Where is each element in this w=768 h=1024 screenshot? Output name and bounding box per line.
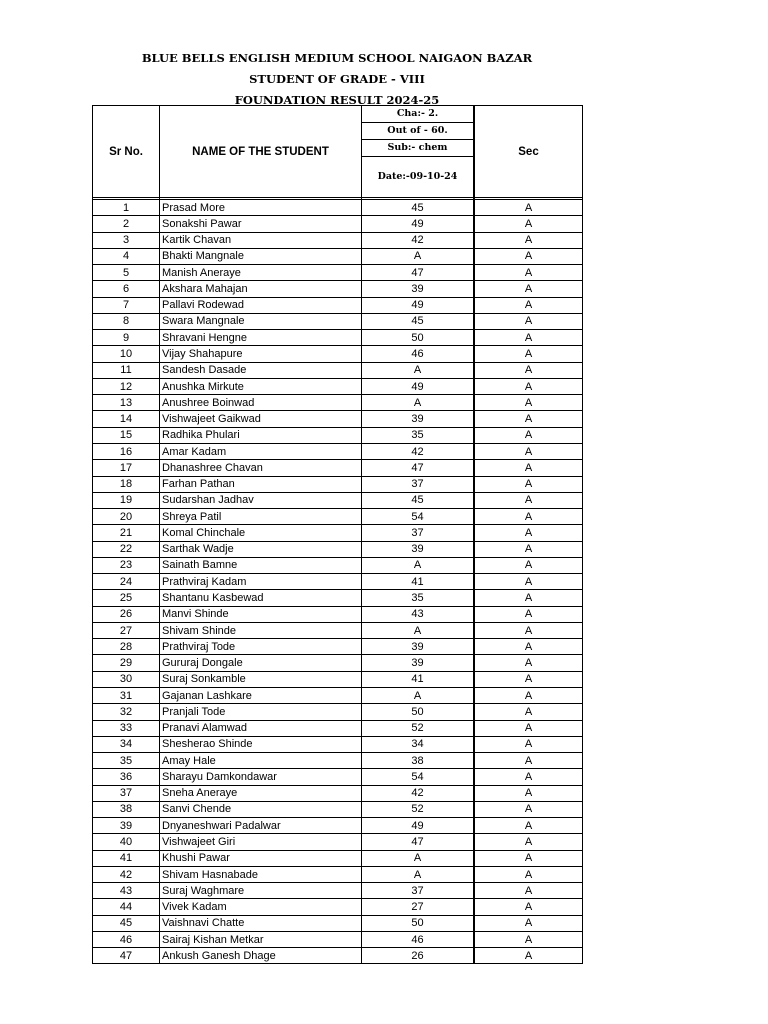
column-header-subject: Sub:- chem [362,140,475,157]
marks-cell: 39 [362,281,475,297]
marks-cell: 35 [362,590,475,606]
table-row [93,411,583,427]
sr-no-cell: 7 [93,297,160,313]
student-name-cell: Shivam Hasnabade [160,866,362,882]
section-cell: A [474,931,583,947]
sr-no-cell: 34 [93,736,160,752]
table-row [93,687,583,703]
marks-cell: 49 [362,216,475,232]
section-cell: A [474,883,583,899]
section-cell: A [474,362,583,378]
student-name-cell: Manvi Shinde [160,606,362,622]
sr-no-cell: 33 [93,720,160,736]
marks-cell: 47 [362,460,475,476]
table-row [93,346,583,362]
marks-cell: 42 [362,443,475,459]
table-row [93,200,583,216]
student-name-cell: Sairaj Kishan Metkar [160,931,362,947]
marks-cell: 45 [362,313,475,329]
section-cell: A [474,492,583,508]
section-cell: A [474,525,583,541]
section-cell: A [474,200,583,216]
sr-no-cell: 19 [93,492,160,508]
marks-cell: 42 [362,232,475,248]
section-cell: A [474,427,583,443]
table-row [93,736,583,752]
marks-cell: 50 [362,330,475,346]
table-row [93,492,583,508]
student-name-cell: Anushree Boinwad [160,395,362,411]
section-cell: A [474,655,583,671]
marks-cell: 42 [362,785,475,801]
student-name-cell: Sonakshi Pawar [160,216,362,232]
sr-no-cell: 43 [93,883,160,899]
section-cell: A [474,687,583,703]
sr-no-cell: 15 [93,427,160,443]
section-cell: A [474,557,583,573]
marks-cell: 47 [362,265,475,281]
section-cell: A [474,671,583,687]
student-name-cell: Vijay Shahapure [160,346,362,362]
section-cell: A [474,443,583,459]
sr-no-cell: 28 [93,639,160,655]
marks-cell: A [362,248,475,264]
sr-no-cell: 23 [93,557,160,573]
sr-no-cell: 13 [93,395,160,411]
table-row [93,866,583,882]
student-name-cell: Prathviraj Tode [160,639,362,655]
student-name-cell: Shantanu Kasbewad [160,590,362,606]
sr-no-cell: 12 [93,378,160,394]
section-cell: A [474,736,583,752]
sr-no-cell: 31 [93,687,160,703]
student-name-cell: Shesherao Shinde [160,736,362,752]
marks-cell: 26 [362,948,475,964]
student-name-cell: Shivam Shinde [160,622,362,638]
section-cell: A [474,622,583,638]
student-name-cell: Suraj Sonkamble [160,671,362,687]
table-row [93,753,583,769]
table-row [93,216,583,232]
marks-cell: 49 [362,818,475,834]
sr-no-cell: 24 [93,574,160,590]
table-row [93,948,583,964]
sr-no-cell: 6 [93,281,160,297]
student-name-cell: Shreya Patil [160,509,362,525]
sr-no-cell: 44 [93,899,160,915]
section-cell: A [474,899,583,915]
marks-cell: 35 [362,427,475,443]
student-name-cell: Khushi Pawar [160,850,362,866]
section-cell: A [474,297,583,313]
table-row [93,720,583,736]
sr-no-cell: 42 [93,866,160,882]
table-row [93,297,583,313]
sr-no-cell: 21 [93,525,160,541]
student-name-cell: Prathviraj Kadam [160,574,362,590]
table-row [93,509,583,525]
table-row [93,525,583,541]
sr-no-cell: 35 [93,753,160,769]
student-name-cell: Pranjali Tode [160,704,362,720]
student-name-cell: Gajanan Lashkare [160,687,362,703]
marks-cell: A [362,850,475,866]
section-cell: A [474,915,583,931]
sr-no-cell: 1 [93,200,160,216]
table-row [93,899,583,915]
section-cell: A [474,818,583,834]
section-cell: A [474,411,583,427]
table-row [93,460,583,476]
sr-no-cell: 9 [93,330,160,346]
sr-no-cell: 37 [93,785,160,801]
table-row [93,785,583,801]
sr-no-cell: 27 [93,622,160,638]
student-name-cell: Farhan Pathan [160,476,362,492]
student-name-cell: Vaishnavi Chatte [160,915,362,931]
marks-cell: 37 [362,883,475,899]
marks-cell: 46 [362,346,475,362]
table-row [93,704,583,720]
column-header-name: NAME OF THE STUDENT [160,106,362,198]
student-name-cell: Akshara Mahajan [160,281,362,297]
marks-cell: 49 [362,378,475,394]
marks-cell: 39 [362,639,475,655]
sr-no-cell: 14 [93,411,160,427]
student-name-cell: Amar Kadam [160,443,362,459]
table-row [93,655,583,671]
sr-no-cell: 3 [93,232,160,248]
student-name-cell: Shravani Hengne [160,330,362,346]
section-cell: A [474,948,583,964]
table-row [93,476,583,492]
section-cell: A [474,639,583,655]
student-name-cell: Pranavi Alamwad [160,720,362,736]
marks-cell: 43 [362,606,475,622]
section-cell: A [474,313,583,329]
student-name-cell: Sainath Bamne [160,557,362,573]
table-row [93,622,583,638]
section-cell: A [474,281,583,297]
sr-no-cell: 32 [93,704,160,720]
section-cell: A [474,330,583,346]
marks-cell: 34 [362,736,475,752]
column-header-sr-no: Sr No. [93,106,160,198]
table-row [93,330,583,346]
sr-no-cell: 11 [93,362,160,378]
sr-no-cell: 4 [93,248,160,264]
sr-no-cell: 46 [93,931,160,947]
section-cell: A [474,248,583,264]
student-name-cell: Vishwajeet Gaikwad [160,411,362,427]
section-cell: A [474,541,583,557]
marks-cell: A [362,866,475,882]
marks-cell: 39 [362,541,475,557]
column-header-out-of: Out of - 60. [362,123,475,140]
document-header [92,48,582,111]
sr-no-cell: 45 [93,915,160,931]
table-row [93,883,583,899]
sr-no-cell: 40 [93,834,160,850]
section-cell: A [474,574,583,590]
marks-cell: 54 [362,769,475,785]
student-name-cell: Sneha Aneraye [160,785,362,801]
grade-title: STUDENT OF GRADE - VIII [249,72,425,86]
marks-cell: 41 [362,574,475,590]
section-cell: A [474,785,583,801]
marks-cell: A [362,395,475,411]
sr-no-cell: 5 [93,265,160,281]
sr-no-cell: 30 [93,671,160,687]
student-name-cell: Manish Aneraye [160,265,362,281]
marks-cell: 37 [362,525,475,541]
table-row [93,427,583,443]
marks-cell: 50 [362,704,475,720]
student-name-cell: Sanvi Chende [160,801,362,817]
section-cell: A [474,704,583,720]
section-cell: A [474,606,583,622]
student-name-cell: Swara Mangnale [160,313,362,329]
column-header-sec: Sec [474,106,583,198]
section-cell: A [474,509,583,525]
marks-cell: A [362,622,475,638]
section-cell: A [474,395,583,411]
section-cell: A [474,850,583,866]
sr-no-cell: 17 [93,460,160,476]
table-row [93,915,583,931]
student-name-cell: Sandesh Dasade [160,362,362,378]
header-row [93,106,583,123]
table-row [93,313,583,329]
section-cell: A [474,769,583,785]
student-name-cell: Ankush Ganesh Dhage [160,948,362,964]
marks-cell: 52 [362,801,475,817]
student-rows [93,200,583,964]
table-row [93,574,583,590]
sr-no-cell: 41 [93,850,160,866]
marks-cell: 54 [362,509,475,525]
section-cell: A [474,720,583,736]
sr-no-cell: 16 [93,443,160,459]
table-row [93,281,583,297]
marks-cell: 46 [362,931,475,947]
section-cell: A [474,216,583,232]
marks-cell: 49 [362,297,475,313]
sr-no-cell: 18 [93,476,160,492]
section-cell: A [474,753,583,769]
sr-no-cell: 20 [93,509,160,525]
school-name: BLUE BELLS ENGLISH MEDIUM SCHOOL NAIGAON BAZAR [141,51,533,65]
student-name-cell: Sharayu Damkondawar [160,769,362,785]
column-header-chapter: Cha:- 2. [362,106,475,123]
marks-cell: 47 [362,834,475,850]
student-name-cell: Pallavi Rodewad [160,297,362,313]
student-name-cell: Anushka Mirkute [160,378,362,394]
sr-no-cell: 25 [93,590,160,606]
section-cell: A [474,460,583,476]
student-name-cell: Dnyaneshwari Padalwar [160,818,362,834]
table-row [93,671,583,687]
section-cell: A [474,346,583,362]
marks-cell: 45 [362,200,475,216]
table-row [93,639,583,655]
marks-cell: 41 [362,671,475,687]
column-header-date: Date:-09-10-24 [362,157,475,198]
sr-no-cell: 38 [93,801,160,817]
marks-cell: 38 [362,753,475,769]
section-cell: A [474,801,583,817]
table-row [93,395,583,411]
sr-no-cell: 39 [93,818,160,834]
table-row [93,541,583,557]
table-row [93,362,583,378]
section-cell: A [474,232,583,248]
result-table [92,105,583,964]
student-name-cell: Gururaj Dongale [160,655,362,671]
marks-cell: 45 [362,492,475,508]
sr-no-cell: 10 [93,346,160,362]
section-cell: A [474,476,583,492]
marks-cell: 37 [362,476,475,492]
student-name-cell: Komal Chinchale [160,525,362,541]
result-title: FOUNDATION RESULT 2024-25 [234,93,440,107]
student-name-cell: Vivek Kadam [160,899,362,915]
student-name-cell: Prasad More [160,200,362,216]
table-row [93,378,583,394]
table-row [93,801,583,817]
sr-no-cell: 2 [93,216,160,232]
marks-cell: 50 [362,915,475,931]
student-name-cell: Vishwajeet Giri [160,834,362,850]
student-name-cell: Radhika Phulari [160,427,362,443]
table-row [93,557,583,573]
table-row [93,590,583,606]
student-name-cell: Sudarshan Jadhav [160,492,362,508]
student-name-cell: Suraj Waghmare [160,883,362,899]
table-row [93,443,583,459]
table-row [93,769,583,785]
table-row [93,265,583,281]
section-cell: A [474,866,583,882]
marks-cell: 39 [362,411,475,427]
marks-cell: A [362,362,475,378]
section-cell: A [474,265,583,281]
sr-no-cell: 22 [93,541,160,557]
table-row [93,232,583,248]
section-cell: A [474,590,583,606]
student-name-cell: Sarthak Wadje [160,541,362,557]
table-row [93,931,583,947]
sr-no-cell: 36 [93,769,160,785]
sr-no-cell: 26 [93,606,160,622]
marks-cell: 52 [362,720,475,736]
sr-no-cell: 8 [93,313,160,329]
table-row [93,850,583,866]
student-name-cell: Dhanashree Chavan [160,460,362,476]
marks-cell: 27 [362,899,475,915]
table-row [93,818,583,834]
student-name-cell: Kartik Chavan [160,232,362,248]
marks-cell: A [362,557,475,573]
table-row [93,834,583,850]
table-row [93,248,583,264]
sr-no-cell: 29 [93,655,160,671]
student-name-cell: Amay Hale [160,753,362,769]
marks-cell: A [362,687,475,703]
student-name-cell: Bhakti Mangnale [160,248,362,264]
sr-no-cell: 47 [93,948,160,964]
marks-cell: 39 [362,655,475,671]
section-cell: A [474,834,583,850]
section-cell: A [474,378,583,394]
table-row [93,606,583,622]
